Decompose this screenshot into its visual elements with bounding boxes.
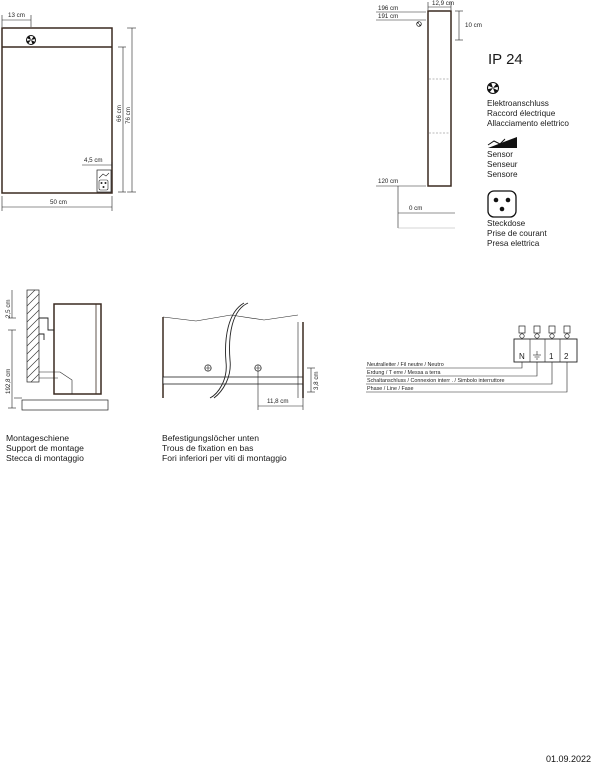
ip-rating: IP 24 [488,51,523,68]
socket-label-de: Steckdose [487,219,526,228]
electro-connection-icon [27,36,36,45]
electro-legend-icon [488,83,499,94]
electro-label-de: Elektroanschluss [487,99,549,108]
mounting-caption-it: Stecca di montaggio [6,453,84,463]
wiring-diagram [366,326,577,392]
terminal-screw-icon [549,326,555,338]
wire-label-switch: Schaltanschluss / Connexion interr . / Simbolo interruttore [367,378,505,384]
mounting-caption-de: Montageschiene [6,433,70,443]
dim-66cm: 66 cm [116,105,123,122]
side-electro-icon [417,22,422,27]
socket-label-it: Presa elettrica [487,239,540,248]
terminal-screw-icon [564,326,570,338]
dim-13cm: 13 cm [8,12,25,19]
document-date: 01.09.2022 [546,754,592,764]
mounting-detail [5,290,108,463]
legend [487,51,569,248]
dim-12-9cm: 12,9 cm [432,0,455,7]
terminal-n: N [519,352,525,361]
fixing-detail [162,303,320,463]
mounting-caption-fr: Support de montage [6,443,84,453]
wire-label-earth: Erdung / T erre / Messa a terra [367,370,441,376]
socket-legend-icon [488,191,516,217]
side-view [376,0,482,228]
terminal-1: 1 [549,352,554,361]
dim-3-8cm: 3,8 cm [313,371,320,390]
terminal-screw-icon [534,326,540,338]
dim-76cm: 76 cm [125,107,132,124]
electro-label-it: Allacciamento elettrico [487,119,569,128]
dim-50cm: 50 cm [50,199,67,206]
dim-4-5cm: 4,5 cm [84,157,103,164]
dim-192-8cm: 192,8 cm [5,368,12,394]
fixing-caption-fr: Trous de fixation en bas [162,443,254,453]
electro-label-fr: Raccord électrique [487,109,556,118]
socket-label-fr: Prise de courant [487,229,547,238]
dim-120cm: 120 cm [378,178,399,185]
sensor-legend-icon [488,137,517,148]
dim-0cm: 0 cm [409,205,423,212]
screw-hole-icon [205,365,211,371]
dim-11-8cm: 11,8 cm [267,398,289,405]
fixing-caption-de: Befestigungslöcher unten [162,433,259,443]
screw-hole-icon [255,365,261,371]
side-cabinet-outline [428,11,451,186]
sensor-socket-module [97,170,111,192]
terminal-screw-icon [519,326,525,338]
terminal-2: 2 [564,352,569,361]
sensor-label-it: Sensore [487,170,518,179]
cabinet-outline [2,28,112,193]
front-view [2,12,136,211]
mounting-rail [39,318,54,330]
sensor-label-fr: Senseur [487,160,518,169]
wire-label-neutral: Neutralleiter / Fil neutre / Neutro [367,362,444,368]
dim-2-5cm: 2,5 cm [5,299,12,318]
dim-10cm: 10 cm [465,22,482,29]
sensor-label-de: Sensor [487,150,513,159]
wire-label-phase: Phase / Line / Fase [367,386,414,392]
dim-196cm: 196 cm [378,5,399,12]
fixing-caption-it: Fori inferiori per viti di montaggio [162,453,287,463]
dim-191cm: 191 cm [378,13,399,20]
mounting-cabinet [54,304,101,394]
